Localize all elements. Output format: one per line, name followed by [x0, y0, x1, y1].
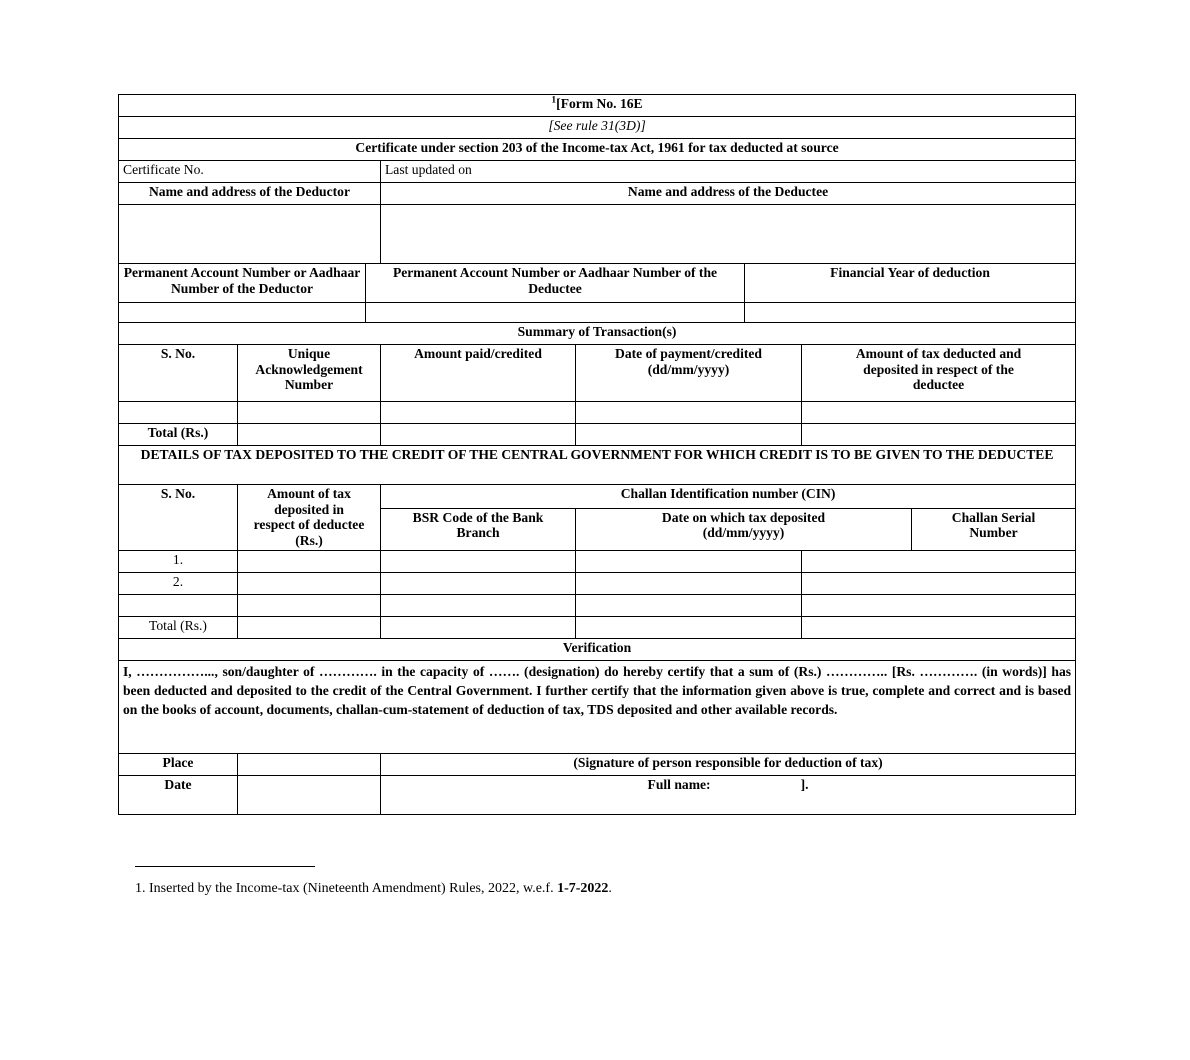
details-total-bsr[interactable]	[381, 616, 576, 638]
summary-col-ack-line1: Unique Acknowledgement	[255, 346, 363, 377]
summary-col-tax-line3: deductee	[912, 377, 965, 393]
footnote-marker: 1	[551, 95, 557, 106]
summary-title-row	[119, 323, 1076, 345]
details-cell-bsr[interactable]	[381, 572, 576, 594]
summary-col-sno: S. No.	[119, 345, 238, 402]
summary-col-ack-line2: Number	[284, 377, 334, 393]
details-col-date-line2: (dd/mm/yyyy)	[702, 525, 785, 541]
signature-label: (Signature of person responsible for deduction of tax)	[381, 753, 1076, 775]
pan-deductor-field[interactable]	[119, 303, 366, 323]
certificate-no-label: Certificate No.	[119, 161, 381, 183]
details-col-date-line1: Date on which tax deposited	[661, 509, 826, 525]
details-total-date[interactable]	[576, 616, 802, 638]
pan-header-row	[119, 264, 1076, 303]
verification-paragraph-row	[119, 660, 1076, 753]
footnote-date: 1-7-2022	[557, 881, 609, 896]
certificate-no-row	[119, 161, 1076, 183]
table-row	[119, 550, 1076, 572]
details-cell-sno: 1.	[119, 550, 238, 572]
footnote-text	[135, 881, 835, 897]
summary-cell-ack[interactable]	[238, 402, 381, 424]
summary-col-ack	[238, 345, 381, 402]
details-cell-challan[interactable]	[802, 550, 1076, 572]
form-16e-document	[118, 94, 1075, 815]
summary-col-date	[576, 345, 802, 402]
details-total-row	[119, 616, 1076, 638]
full-name-cell	[381, 775, 1076, 814]
footnote-divider	[135, 866, 315, 867]
summary-section-title: Summary of Transaction(s)	[119, 323, 1076, 345]
deductor-address-field[interactable]	[119, 205, 381, 264]
details-col-challan-line1: Challan Serial	[951, 509, 1036, 525]
details-total-amount[interactable]	[238, 616, 381, 638]
form-title-cell	[119, 95, 1076, 117]
details-cell-amount[interactable]	[238, 550, 381, 572]
form-title-text: [Form No. 16E	[556, 96, 643, 111]
details-total-label: Total (Rs.)	[119, 616, 238, 638]
details-col-bsr	[381, 508, 576, 550]
table-row	[119, 594, 1076, 616]
details-cell-date[interactable]	[576, 594, 802, 616]
summary-total-amount[interactable]	[381, 424, 576, 446]
summary-cell-sno[interactable]	[119, 402, 238, 424]
pan-deductee-header: Permanent Account Number or Aadhaar Number of the Deductee	[366, 264, 745, 303]
full-name-label: Full name:	[647, 776, 711, 792]
certificate-line-row	[119, 139, 1076, 161]
closing-bracket: ].	[800, 776, 809, 792]
details-cell-bsr[interactable]	[381, 550, 576, 572]
name-address-value-row	[119, 205, 1076, 264]
details-header-row-1	[119, 485, 1076, 509]
details-cell-challan[interactable]	[802, 572, 1076, 594]
summary-cell-date[interactable]	[576, 402, 802, 424]
last-updated-label: Last updated on	[381, 161, 1076, 183]
form-table	[118, 94, 1076, 815]
deductor-header: Name and address of the Deductor	[119, 183, 381, 205]
summary-cell-tax[interactable]	[802, 402, 1076, 424]
pan-deductor-header: Permanent Account Number or Aadhaar Number of the Deductor	[119, 264, 366, 303]
deductee-header: Name and address of the Deductee	[381, 183, 1076, 205]
summary-total-tax[interactable]	[802, 424, 1076, 446]
summary-header-row	[119, 345, 1076, 402]
summary-total-label: Total (Rs.)	[119, 424, 238, 446]
summary-cell-amount[interactable]	[381, 402, 576, 424]
title-row	[119, 95, 1076, 117]
footnote-text-after: .	[608, 881, 612, 896]
details-cell-sno: 2.	[119, 572, 238, 594]
details-col-sno: S. No.	[119, 485, 238, 551]
verification-paragraph: I, ……………..., son/daughter of …………. in the capacity of ……. (designation) do hereby certify that a sum of (Rs.) ………….. [Rs. …………. (in words)] has been deducted and deposited to the credit of the Central Government. I further certify that the information given above is true, complete and correct and is based on the books of account, documents, challan-cum-statement of deduction of tax, TDS deposited and other available records.	[119, 660, 1076, 753]
place-row	[119, 753, 1076, 775]
name-address-header-row	[119, 183, 1076, 205]
details-title-row	[119, 446, 1076, 485]
summary-total-date[interactable]	[576, 424, 802, 446]
summary-col-tax	[802, 345, 1076, 402]
rule-ref-row	[119, 117, 1076, 139]
details-cell-challan[interactable]	[802, 594, 1076, 616]
summary-col-date-line2: (dd/mm/yyyy)	[647, 361, 730, 377]
details-cin-header: Challan Identification number (CIN)	[381, 485, 1076, 509]
verification-title-row	[119, 638, 1076, 660]
certificate-statement: Certificate under section 203 of the Income-tax Act, 1961 for tax deducted at source	[119, 139, 1076, 161]
details-cell-sno	[119, 594, 238, 616]
footnote-section	[135, 866, 835, 897]
place-field[interactable]	[238, 753, 381, 775]
details-col-bsr-line1: BSR Code of the Bank	[412, 509, 544, 525]
summary-total-ack[interactable]	[238, 424, 381, 446]
details-col-date	[576, 508, 912, 550]
summary-col-tax-line1: Amount of tax deducted and	[855, 346, 1022, 361]
rule-reference: [See rule 31(3D)]	[119, 117, 1076, 139]
date-row	[119, 775, 1076, 814]
date-field[interactable]	[238, 775, 381, 814]
details-col-amount-line2: respect of deductee (Rs.)	[253, 517, 365, 548]
details-col-challan-line2: Number	[969, 525, 1018, 541]
details-section-title: DETAILS OF TAX DEPOSITED TO THE CREDIT OF THE CENTRAL GOVERNMENT FOR WHICH CREDIT IS TO BE GIVEN TO THE DEDUCTEE	[119, 446, 1076, 485]
details-total-challan[interactable]	[802, 616, 1076, 638]
details-cell-amount[interactable]	[238, 594, 381, 616]
details-col-amount	[238, 485, 381, 551]
footnote-text-before: 1. Inserted by the Income-tax (Nineteenth Amendment) Rules, 2022, w.e.f.	[135, 881, 558, 896]
details-cell-date[interactable]	[576, 550, 802, 572]
place-label: Place	[119, 753, 238, 775]
financial-year-header: Financial Year of deduction	[745, 264, 1076, 303]
details-col-bsr-line2: Branch	[456, 525, 500, 541]
details-cell-bsr[interactable]	[381, 594, 576, 616]
details-col-amount-line1: Amount of tax deposited in	[267, 486, 351, 517]
verification-section-title: Verification	[119, 638, 1076, 660]
summary-total-row	[119, 424, 1076, 446]
deductee-address-field[interactable]	[381, 205, 1076, 264]
summary-col-tax-line2: deposited in respect of the	[863, 361, 1014, 377]
summary-col-amount: Amount paid/credited	[381, 345, 576, 402]
details-col-challan	[912, 508, 1076, 550]
date-label: Date	[119, 775, 238, 814]
table-row	[119, 572, 1076, 594]
summary-data-row	[119, 402, 1076, 424]
pan-deductee-field[interactable]	[366, 303, 745, 323]
financial-year-field[interactable]	[745, 303, 1076, 323]
details-cell-date[interactable]	[576, 572, 802, 594]
pan-value-row	[119, 303, 1076, 323]
summary-col-date-line1: Date of payment/credited	[615, 346, 762, 361]
details-cell-amount[interactable]	[238, 572, 381, 594]
